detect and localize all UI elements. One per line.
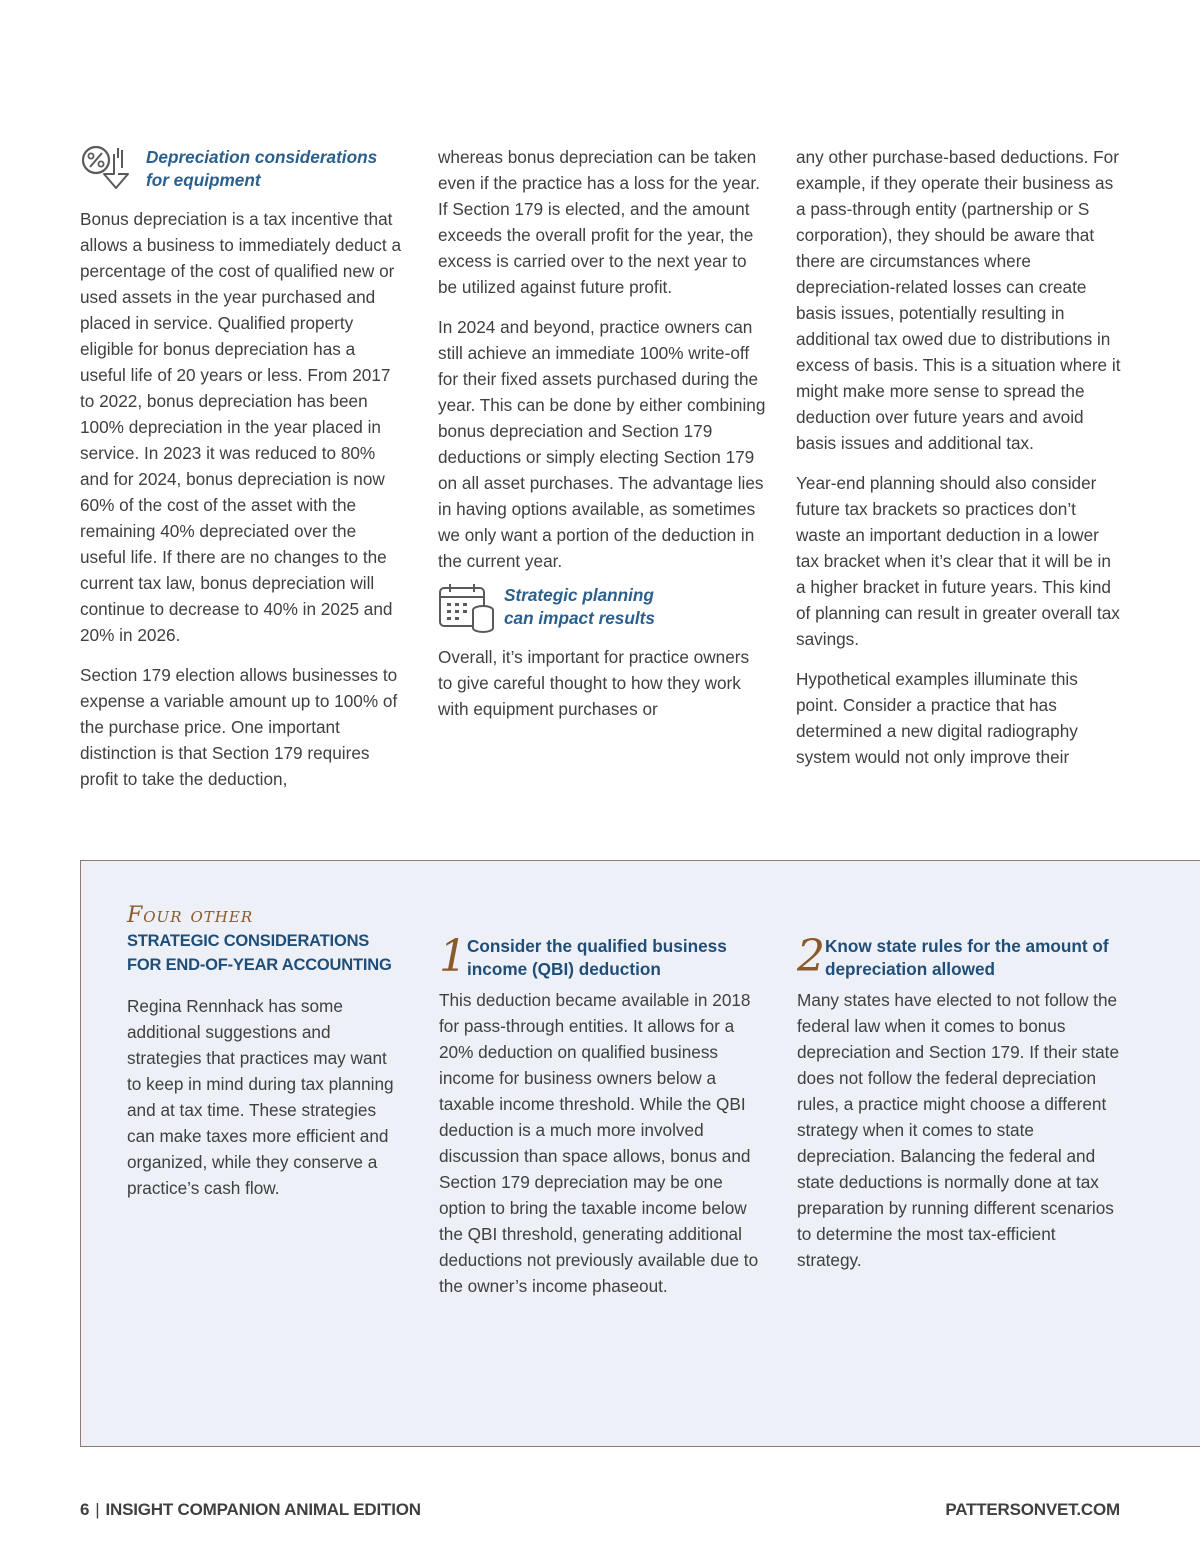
item-body: This deduction became available in 2018 for pass-through entities. It allows for a 20% deduction on qualified business income for business owners below a taxable income threshold. While the QBI deduction is a much more involved discussion than space allows, bonus and Section 179 depreciation may be one option to bring the taxable income below the QBI threshold, generating additional deductions not previously available due to the owner’s income phaseout. (439, 990, 759, 1296)
article-column-3 (796, 144, 1121, 784)
paragraph: In 2024 and beyond, practice owners can still achieve an immediate 100% write-off for their fixed assets purchased during the year. This can be done by either combining bonus depreciation and Section 179 deductions or simply electing Section 179 on all asset purchases. The advantage lies in having options available, as sometimes we only want a portion of the deduction in the current year. (438, 317, 766, 571)
footer-website[interactable]: PATTERSONVET.COM (945, 1500, 1120, 1519)
article-column-2 (438, 144, 768, 736)
paragraph: Overall, it’s important for practice owners to give careful thought to how they work with equipment purchases or (438, 647, 750, 719)
item-title: Know state rules for the amount of depreciation allowed (825, 936, 1109, 979)
page-number: 6 (80, 1500, 90, 1519)
footer-separator: | (95, 1500, 100, 1519)
strategic-planning-subheading-text: Strategic planning can impact results (504, 585, 655, 628)
strategic-planning-subheading (438, 582, 768, 634)
paragraph: whereas bonus depreciation can be taken even if the practice has a loss for the year. If Section 179 is elected, and the amount exceeds the overall profit for the year, the excess is carried over to the next year to be utilized against future profit. (438, 147, 760, 297)
percent-down-arrow-icon (80, 144, 134, 192)
page-footer (80, 1500, 1120, 1524)
box-kicker: Four other (127, 903, 254, 928)
paragraph: Hypothetical examples illuminate this point. Consider a practice that has determined a new digital radiography system would not only improve their (796, 669, 1078, 767)
box-intro-text: Regina Rennhack has some additional suggestions and strategies that practices may want to keep in mind during tax planning and at tax time. These strategies can make taxes more efficient and organized, while they conserve a practice’s cash flow. (127, 996, 394, 1198)
paragraph: Bonus depreciation is a tax incentive that allows a business to immediately deduct a percentage of the cost of qualified new or used assets in the year purchased and placed in service. Qualified property eligible for bonus depreciation has a useful life of 20 years or less. From 2017 to 2022, bonus depreciation has been 100% depreciation in the year placed in service. In 2023 it was reduced to 80% and for 2024, bonus depreciation is now 60% of the cost of the asset with the remaining 40% depreciated over the useful life. If there are no changes to the current tax law, bonus depreciation will continue to decrease to 40% in 2025 and 20% in 2026. (80, 209, 401, 645)
depreciation-subheading-text: Depreciation considerations for equipment (146, 147, 378, 190)
item-body: Many states have elected to not follow the federal law when it comes to bonus depreciation and Section 179. If their state does not follow the federal depreciation rules, a practice might choose a different strategy when it comes to state depreciation. Balancing the federal and state deductions is normally done at tax preparation by running different scenarios to determine the most tax-efficient strategy. (797, 990, 1119, 1270)
item-number: 1 (439, 931, 467, 982)
footer-publication (80, 1500, 421, 1520)
paragraph: any other purchase-based deductions. For example, if they operate their business as a pass-through entity (partnership or S corporation), they should be aware that there are circumstances where depreciation-related losses can create basis issues, potentially resulting in additional tax owed due to distributions in excess of basis. This is a situation where it might make more sense to spread the deduction over future years and avoid basis issues and additional tax. (796, 147, 1121, 453)
strategic-considerations-box (80, 860, 1200, 1447)
consideration-item-1 (439, 931, 764, 1299)
calendar-coins-icon (438, 582, 496, 634)
consideration-item-2 (797, 931, 1122, 1273)
paragraph: Section 179 election allows businesses to expense a variable amount up to 100% of the purchase price. One important distinction is that Section 179 requires profit to take the deduction, (80, 665, 398, 789)
item-number: 2 (797, 931, 825, 982)
depreciation-subheading (80, 144, 402, 192)
publication-name: INSIGHT COMPANION ANIMAL EDITION (105, 1500, 421, 1519)
item-title: Consider the qualified business income (QBI) deduction (467, 936, 727, 979)
paragraph: Year-end planning should also consider future tax brackets so practices don’t waste an important deduction in a lower tax bracket when it’s clear that it will be in a higher bracket in future years. This kind of planning can result in greater overall tax savings. (796, 473, 1120, 649)
article-column-1 (80, 144, 402, 806)
box-intro (127, 903, 402, 1201)
box-title: STRATEGIC CONSIDERATIONS FOR END-OF-YEAR ACCOUNTING (127, 932, 392, 974)
